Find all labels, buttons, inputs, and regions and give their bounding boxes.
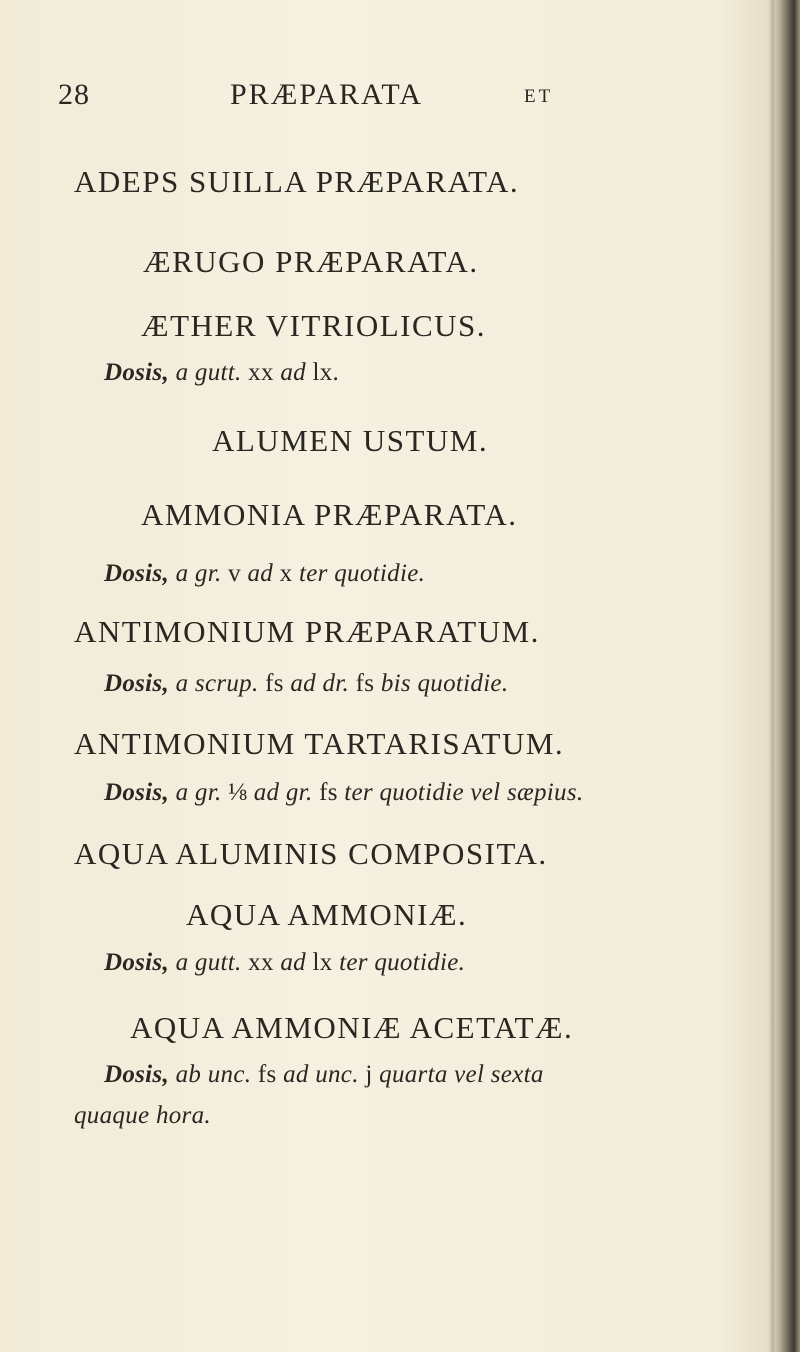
entry-heading: ANTIMONIUM PRÆPARATUM. xyxy=(74,614,540,649)
dose-label: Dosis, xyxy=(104,949,170,976)
running-head: PRÆPARATA xyxy=(230,78,423,111)
dose-line: Dosis, a gr. v ad x ter quotidie. xyxy=(104,560,426,587)
dose-label: Dosis, xyxy=(104,779,170,806)
dose-label: Dosis, xyxy=(104,560,170,587)
entry-heading: AMMONIA PRÆPARATA. xyxy=(141,497,518,532)
dose-label: Dosis, xyxy=(104,359,170,386)
entry-heading: AQUA AMMONIÆ ACETATÆ. xyxy=(130,1010,574,1045)
entry-heading: ÆRUGO PRÆPARATA. xyxy=(143,244,479,279)
dose-line: Dosis, a scrup. fs ad dr. fs bis quotidie. xyxy=(104,670,509,697)
page-number: 28 xyxy=(58,78,90,111)
book-binding-edge xyxy=(770,0,800,1352)
dose-line: Dosis, a gutt. xx ad lx ter quotidie. xyxy=(104,949,466,976)
entry-heading: ADEPS SUILLA PRÆPARATA. xyxy=(74,164,520,199)
entry-heading: ALUMEN USTUM. xyxy=(212,423,489,458)
running-head-suffix: ET xyxy=(524,86,554,107)
entry-heading: ÆTHER VITRIOLICUS. xyxy=(141,308,487,343)
entry-heading: AQUA ALUMINIS COMPOSITA. xyxy=(74,836,548,871)
dose-line-continuation: quaque hora. xyxy=(74,1102,211,1129)
page-header xyxy=(58,78,698,118)
entry-heading: ANTIMONIUM TARTARISATUM. xyxy=(74,726,565,761)
dose-label: Dosis, xyxy=(104,670,170,697)
entry-heading: AQUA AMMONIÆ. xyxy=(186,897,468,932)
dose-label: Dosis, xyxy=(104,1061,170,1088)
dose-line: Dosis, ab unc. fs ad unc. j quarta vel sexta xyxy=(104,1061,544,1088)
dose-line: Dosis, a gr. ⅛ ad gr. fs ter quotidie vel sæpius. xyxy=(104,779,584,806)
dose-line: Dosis, a gutt. xx ad lx. xyxy=(104,359,340,386)
